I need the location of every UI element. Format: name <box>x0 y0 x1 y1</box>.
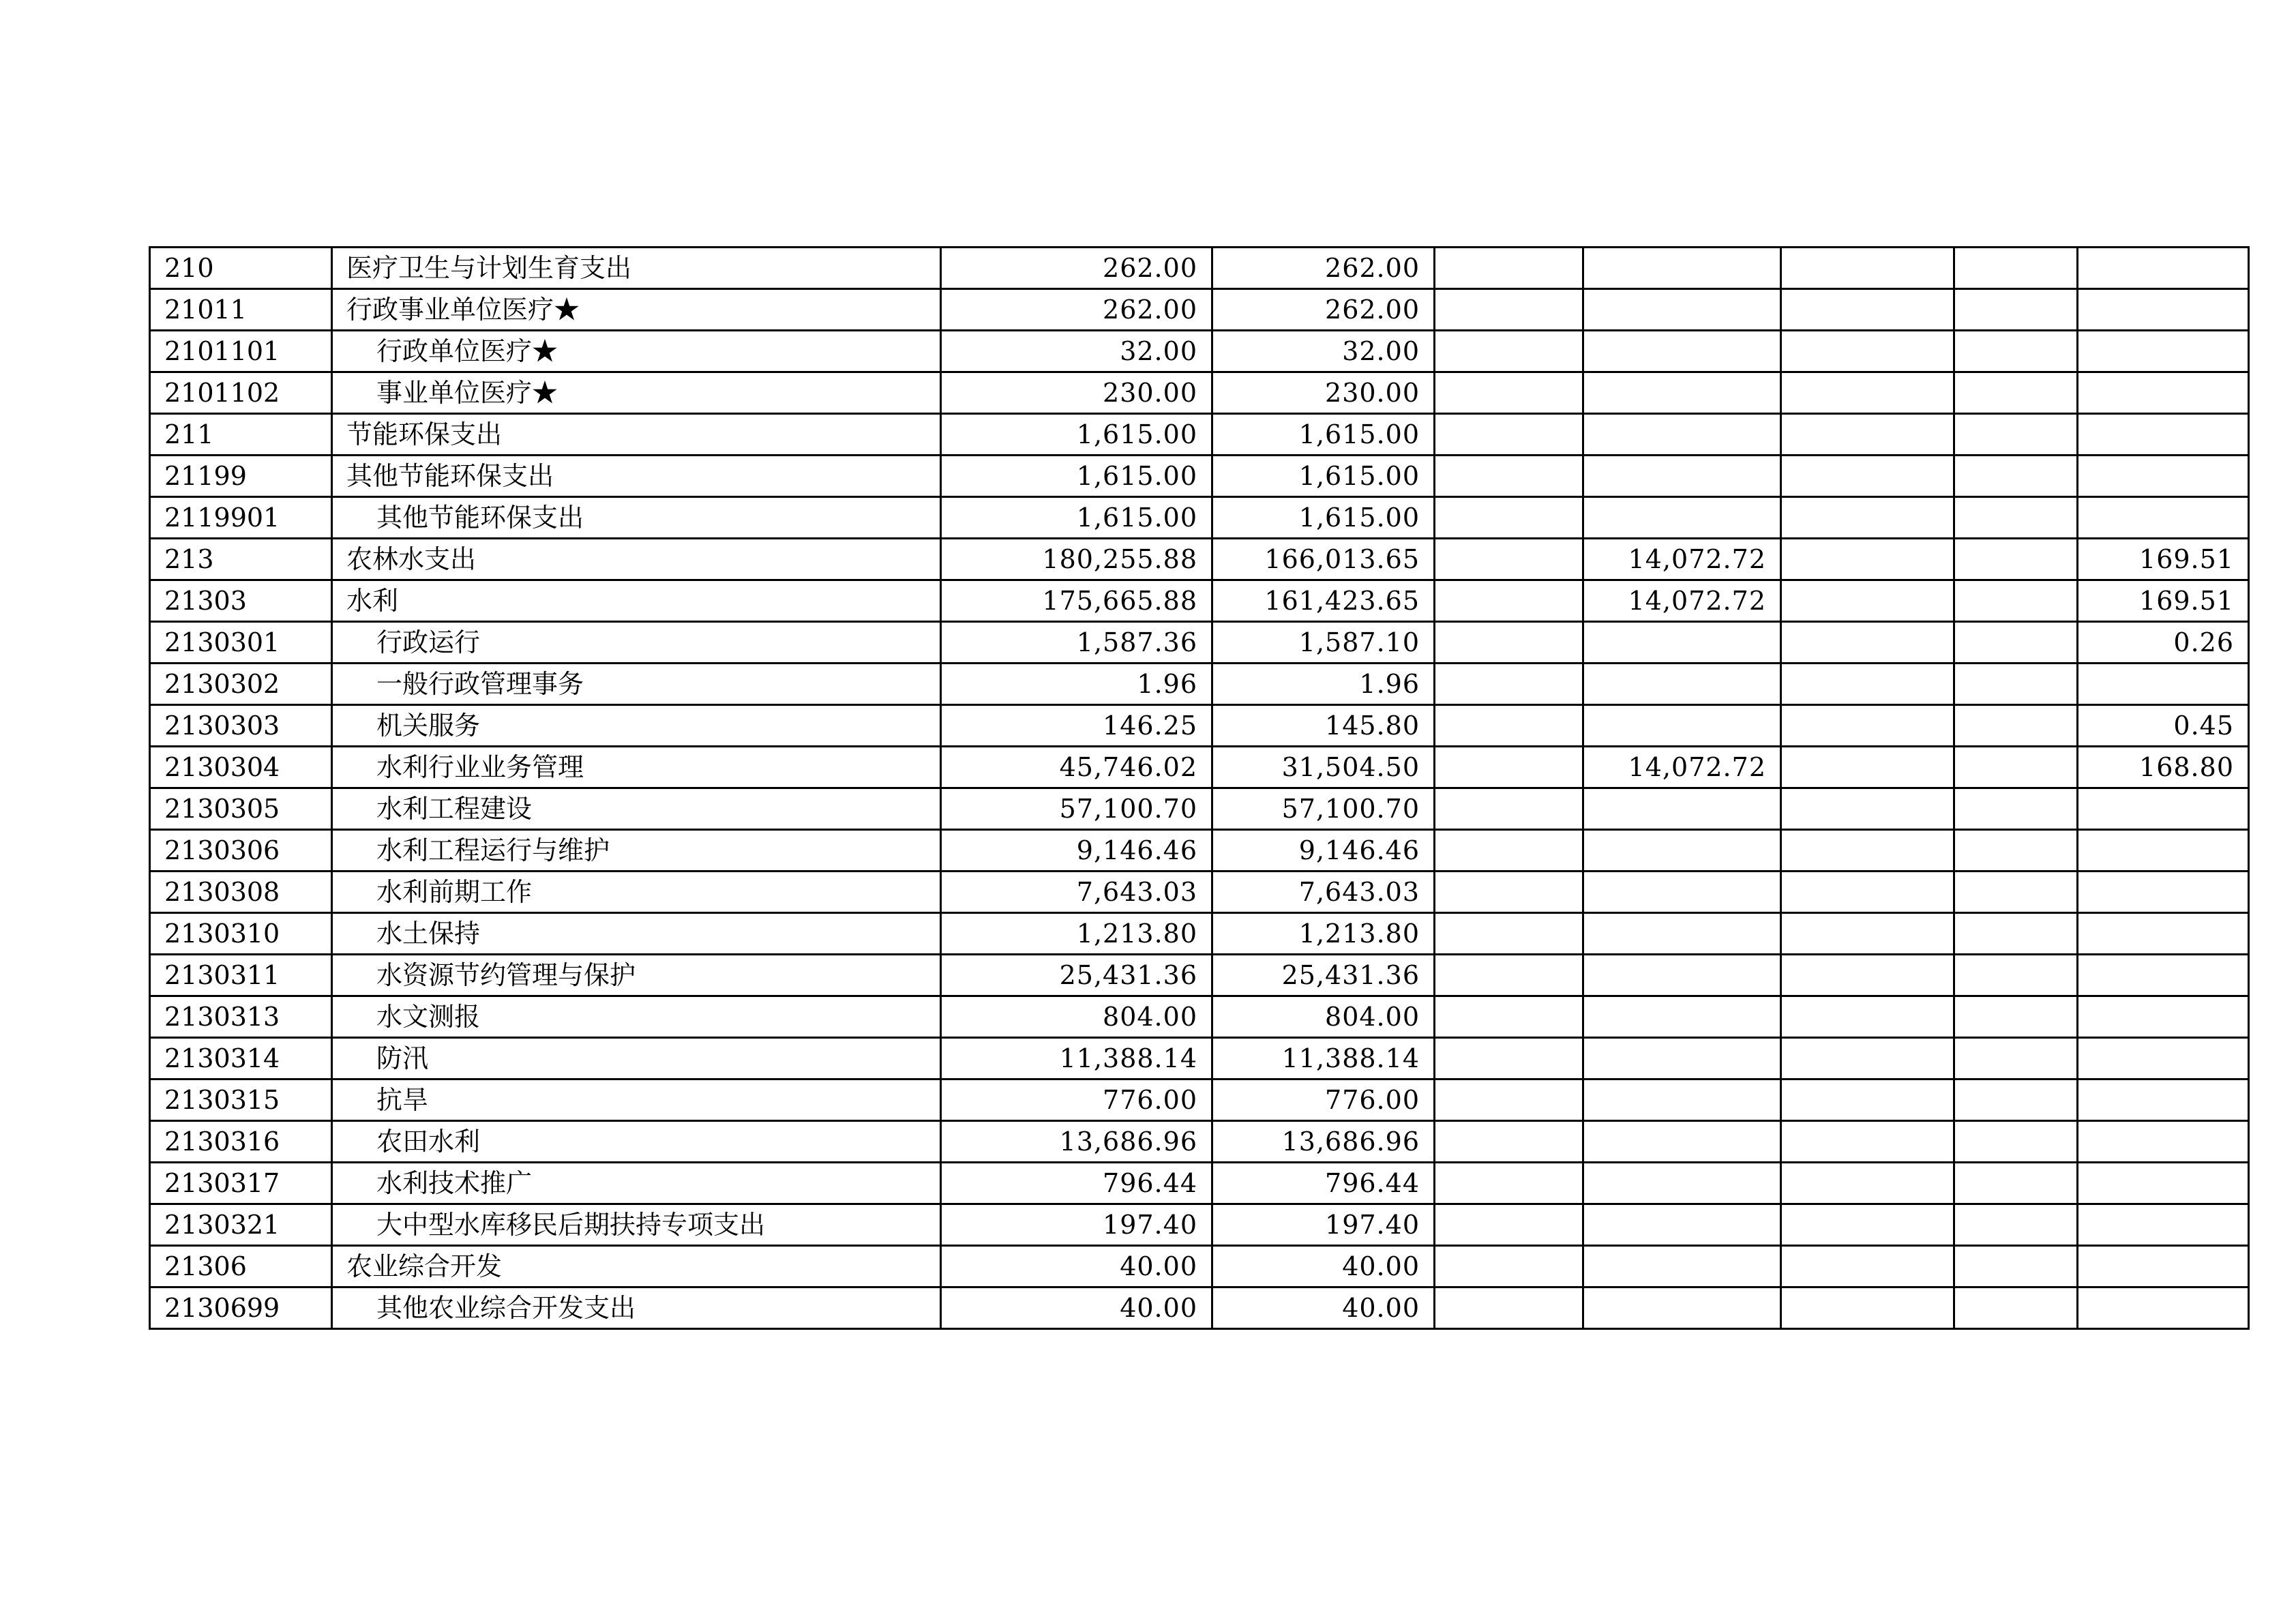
amount-cell: 25,431.36 <box>1212 955 1435 996</box>
amount-cell <box>1781 1079 1954 1121</box>
amount-cell: 1,615.00 <box>1212 456 1435 497</box>
amount-cell <box>1781 664 1954 705</box>
amount-cell: 175,665.88 <box>941 580 1212 622</box>
amount-cell <box>1583 955 1781 996</box>
amount-cell <box>1583 830 1781 872</box>
amount-cell <box>1954 372 2078 414</box>
amount-cell <box>1954 1163 2078 1204</box>
amount-cell <box>2078 456 2249 497</box>
amount-cell <box>1954 996 2078 1038</box>
amount-cell: 180,255.88 <box>941 539 1212 580</box>
table-row <box>150 872 2249 913</box>
table-row <box>150 456 2249 497</box>
subject-code-cell: 2101102 <box>150 372 332 414</box>
subject-code-cell: 2130317 <box>150 1163 332 1204</box>
subject-code-cell: 21011 <box>150 289 332 331</box>
amount-cell <box>1583 1163 1781 1204</box>
subject-code-cell: 2130313 <box>150 996 332 1038</box>
amount-cell <box>1435 1121 1583 1163</box>
subject-code-cell: 211 <box>150 414 332 456</box>
table-row <box>150 664 2249 705</box>
amount-cell: 796.44 <box>941 1163 1212 1204</box>
amount-cell: 14,072.72 <box>1583 747 1781 788</box>
amount-cell: 1,213.80 <box>941 913 1212 955</box>
table-row <box>150 331 2249 372</box>
amount-cell <box>1781 1163 1954 1204</box>
amount-cell <box>2078 1287 2249 1329</box>
amount-cell <box>1435 372 1583 414</box>
amount-cell <box>1435 955 1583 996</box>
amount-cell: 40.00 <box>1212 1246 1435 1287</box>
table-row <box>150 705 2249 747</box>
amount-cell <box>1435 456 1583 497</box>
table-row <box>150 747 2249 788</box>
amount-cell: 0.45 <box>2078 705 2249 747</box>
amount-cell <box>1954 664 2078 705</box>
amount-cell <box>1583 996 1781 1038</box>
subject-code-cell: 213 <box>150 539 332 580</box>
amount-cell <box>2078 1246 2249 1287</box>
amount-cell <box>1781 1121 1954 1163</box>
amount-cell <box>1435 664 1583 705</box>
amount-cell <box>1954 872 2078 913</box>
subject-name-cell: 其他农业综合开发支出 <box>332 1287 941 1329</box>
amount-cell <box>1954 747 2078 788</box>
subject-code-cell: 2130315 <box>150 1079 332 1121</box>
amount-cell <box>1435 788 1583 830</box>
subject-code-cell: 2130302 <box>150 664 332 705</box>
amount-cell <box>2078 497 2249 539</box>
amount-cell: 57,100.70 <box>1212 788 1435 830</box>
amount-cell: 262.00 <box>1212 289 1435 331</box>
amount-cell <box>1583 1246 1781 1287</box>
subject-name-cell: 水利工程建设 <box>332 788 941 830</box>
amount-cell <box>1583 788 1781 830</box>
amount-cell <box>1435 539 1583 580</box>
table-row <box>150 539 2249 580</box>
amount-cell <box>1781 372 1954 414</box>
subject-code-cell: 210 <box>150 248 332 289</box>
subject-name-cell: 水利 <box>332 580 941 622</box>
amount-cell: 9,146.46 <box>941 830 1212 872</box>
subject-code-cell: 2130314 <box>150 1038 332 1079</box>
amount-cell <box>1954 456 2078 497</box>
subject-name-cell: 医疗卫生与计划生育支出 <box>332 248 941 289</box>
budget-expenditure-table <box>149 246 2250 1330</box>
amount-cell <box>2078 788 2249 830</box>
amount-cell: 11,388.14 <box>941 1038 1212 1079</box>
subject-code-cell: 2119901 <box>150 497 332 539</box>
amount-cell <box>1781 830 1954 872</box>
table-row <box>150 788 2249 830</box>
amount-cell: 230.00 <box>1212 372 1435 414</box>
amount-cell: 1,587.36 <box>941 622 1212 664</box>
subject-code-cell: 2130301 <box>150 622 332 664</box>
amount-cell <box>1435 622 1583 664</box>
amount-cell <box>2078 996 2249 1038</box>
amount-cell <box>1435 1204 1583 1246</box>
table-row <box>150 913 2249 955</box>
table-body <box>150 248 2249 1329</box>
amount-cell <box>1781 705 1954 747</box>
amount-cell: 776.00 <box>941 1079 1212 1121</box>
amount-cell <box>1583 664 1781 705</box>
amount-cell <box>1435 996 1583 1038</box>
amount-cell <box>1583 331 1781 372</box>
amount-cell <box>1954 913 2078 955</box>
amount-cell <box>1954 1204 2078 1246</box>
amount-cell <box>1583 414 1781 456</box>
amount-cell: 57,100.70 <box>941 788 1212 830</box>
subject-name-cell: 机关服务 <box>332 705 941 747</box>
subject-code-cell: 2130304 <box>150 747 332 788</box>
amount-cell: 1.96 <box>1212 664 1435 705</box>
amount-cell <box>2078 1121 2249 1163</box>
amount-cell <box>1781 1204 1954 1246</box>
amount-cell <box>1781 539 1954 580</box>
subject-name-cell: 防汛 <box>332 1038 941 1079</box>
table-row <box>150 1079 2249 1121</box>
subject-name-cell: 水利工程运行与维护 <box>332 830 941 872</box>
amount-cell: 32.00 <box>941 331 1212 372</box>
amount-cell: 0.26 <box>2078 622 2249 664</box>
subject-code-cell: 21306 <box>150 1246 332 1287</box>
subject-name-cell: 其他节能环保支出 <box>332 497 941 539</box>
amount-cell: 13,686.96 <box>1212 1121 1435 1163</box>
amount-cell: 161,423.65 <box>1212 580 1435 622</box>
table-row <box>150 996 2249 1038</box>
amount-cell: 11,388.14 <box>1212 1038 1435 1079</box>
amount-cell: 804.00 <box>1212 996 1435 1038</box>
amount-cell <box>1781 497 1954 539</box>
amount-cell: 40.00 <box>941 1246 1212 1287</box>
amount-cell <box>2078 872 2249 913</box>
table-row <box>150 622 2249 664</box>
amount-cell <box>1435 1287 1583 1329</box>
table-row <box>150 414 2249 456</box>
amount-cell <box>1954 1246 2078 1287</box>
subject-name-cell: 行政单位医疗★ <box>332 331 941 372</box>
amount-cell <box>1954 622 2078 664</box>
table-row <box>150 580 2249 622</box>
amount-cell <box>1781 289 1954 331</box>
amount-cell <box>1781 747 1954 788</box>
amount-cell: 169.51 <box>2078 580 2249 622</box>
subject-code-cell: 21303 <box>150 580 332 622</box>
amount-cell <box>1954 539 2078 580</box>
amount-cell <box>1781 456 1954 497</box>
amount-cell: 14,072.72 <box>1583 539 1781 580</box>
amount-cell: 776.00 <box>1212 1079 1435 1121</box>
subject-name-cell: 水文测报 <box>332 996 941 1038</box>
amount-cell <box>2078 331 2249 372</box>
amount-cell <box>1583 1079 1781 1121</box>
amount-cell <box>1781 913 1954 955</box>
amount-cell: 166,013.65 <box>1212 539 1435 580</box>
amount-cell <box>1781 248 1954 289</box>
amount-cell <box>1435 830 1583 872</box>
amount-cell <box>1435 1246 1583 1287</box>
amount-cell <box>1781 622 1954 664</box>
table-row <box>150 289 2249 331</box>
table-row <box>150 1287 2249 1329</box>
amount-cell <box>2078 1163 2249 1204</box>
subject-code-cell: 2130308 <box>150 872 332 913</box>
amount-cell <box>2078 248 2249 289</box>
amount-cell <box>1781 580 1954 622</box>
amount-cell: 7,643.03 <box>1212 872 1435 913</box>
amount-cell: 1,615.00 <box>1212 414 1435 456</box>
subject-name-cell: 行政运行 <box>332 622 941 664</box>
table-row <box>150 1246 2249 1287</box>
amount-cell <box>1435 1038 1583 1079</box>
table-row <box>150 1204 2249 1246</box>
amount-cell: 14,072.72 <box>1583 580 1781 622</box>
amount-cell <box>1435 1079 1583 1121</box>
amount-cell: 262.00 <box>941 289 1212 331</box>
subject-code-cell: 2130321 <box>150 1204 332 1246</box>
amount-cell: 45,746.02 <box>941 747 1212 788</box>
subject-name-cell: 农田水利 <box>332 1121 941 1163</box>
amount-cell <box>1435 497 1583 539</box>
subject-name-cell: 水资源节约管理与保护 <box>332 955 941 996</box>
table-row <box>150 955 2249 996</box>
table-row <box>150 830 2249 872</box>
amount-cell: 25,431.36 <box>941 955 1212 996</box>
table-row <box>150 1121 2249 1163</box>
amount-cell <box>2078 830 2249 872</box>
amount-cell: 1,587.10 <box>1212 622 1435 664</box>
amount-cell <box>2078 913 2249 955</box>
amount-cell <box>1954 1287 2078 1329</box>
table-row <box>150 1038 2249 1079</box>
subject-code-cell: 2101101 <box>150 331 332 372</box>
table-row <box>150 1163 2249 1204</box>
amount-cell <box>1583 1038 1781 1079</box>
amount-cell <box>1435 705 1583 747</box>
subject-code-cell: 2130305 <box>150 788 332 830</box>
subject-name-cell: 水利前期工作 <box>332 872 941 913</box>
amount-cell <box>2078 414 2249 456</box>
amount-cell: 40.00 <box>1212 1287 1435 1329</box>
amount-cell <box>1583 872 1781 913</box>
subject-name-cell: 农业综合开发 <box>332 1246 941 1287</box>
amount-cell <box>1435 580 1583 622</box>
subject-code-cell: 2130311 <box>150 955 332 996</box>
amount-cell: 1,615.00 <box>1212 497 1435 539</box>
amount-cell <box>1435 747 1583 788</box>
table-row <box>150 497 2249 539</box>
subject-name-cell: 抗旱 <box>332 1079 941 1121</box>
amount-cell <box>1781 955 1954 996</box>
subject-code-cell: 2130303 <box>150 705 332 747</box>
amount-cell <box>1781 1038 1954 1079</box>
amount-cell <box>1583 705 1781 747</box>
amount-cell <box>1781 331 1954 372</box>
amount-cell <box>1781 1246 1954 1287</box>
amount-cell <box>1954 788 2078 830</box>
subject-name-cell: 事业单位医疗★ <box>332 372 941 414</box>
amount-cell <box>1435 248 1583 289</box>
subject-code-cell: 2130316 <box>150 1121 332 1163</box>
subject-name-cell: 一般行政管理事务 <box>332 664 941 705</box>
amount-cell <box>1435 872 1583 913</box>
subject-code-cell: 2130699 <box>150 1287 332 1329</box>
amount-cell <box>1954 414 2078 456</box>
amount-cell <box>1954 497 2078 539</box>
amount-cell <box>1583 372 1781 414</box>
amount-cell <box>1435 331 1583 372</box>
amount-cell <box>1781 872 1954 913</box>
amount-cell <box>1954 248 2078 289</box>
subject-name-cell: 水利技术推广 <box>332 1163 941 1204</box>
amount-cell <box>1954 830 2078 872</box>
amount-cell: 1,615.00 <box>941 456 1212 497</box>
amount-cell <box>1583 456 1781 497</box>
amount-cell <box>2078 1204 2249 1246</box>
subject-code-cell: 21199 <box>150 456 332 497</box>
amount-cell <box>1954 955 2078 996</box>
amount-cell: 146.25 <box>941 705 1212 747</box>
subject-code-cell: 2130306 <box>150 830 332 872</box>
amount-cell <box>1781 1287 1954 1329</box>
amount-cell: 197.40 <box>941 1204 1212 1246</box>
amount-cell <box>2078 289 2249 331</box>
amount-cell: 145.80 <box>1212 705 1435 747</box>
subject-name-cell: 其他节能环保支出 <box>332 456 941 497</box>
amount-cell <box>1435 913 1583 955</box>
amount-cell <box>1583 497 1781 539</box>
amount-cell: 9,146.46 <box>1212 830 1435 872</box>
amount-cell: 40.00 <box>941 1287 1212 1329</box>
subject-name-cell: 节能环保支出 <box>332 414 941 456</box>
amount-cell <box>1954 1038 2078 1079</box>
amount-cell <box>2078 372 2249 414</box>
table-row <box>150 372 2249 414</box>
table-row <box>150 248 2249 289</box>
amount-cell <box>1583 248 1781 289</box>
amount-cell: 1,213.80 <box>1212 913 1435 955</box>
amount-cell <box>1583 1121 1781 1163</box>
amount-cell <box>1435 1163 1583 1204</box>
amount-cell: 168.80 <box>2078 747 2249 788</box>
amount-cell <box>2078 664 2249 705</box>
amount-cell <box>1954 331 2078 372</box>
amount-cell: 262.00 <box>941 248 1212 289</box>
amount-cell: 262.00 <box>1212 248 1435 289</box>
amount-cell: 796.44 <box>1212 1163 1435 1204</box>
amount-cell: 1,615.00 <box>941 497 1212 539</box>
amount-cell <box>1781 996 1954 1038</box>
subject-name-cell: 大中型水库移民后期扶持专项支出 <box>332 1204 941 1246</box>
amount-cell: 1,615.00 <box>941 414 1212 456</box>
subject-name-cell: 农林水支出 <box>332 539 941 580</box>
amount-cell <box>1583 622 1781 664</box>
amount-cell <box>1583 1204 1781 1246</box>
amount-cell <box>1583 1287 1781 1329</box>
amount-cell <box>2078 1079 2249 1121</box>
subject-name-cell: 行政事业单位医疗★ <box>332 289 941 331</box>
amount-cell: 230.00 <box>941 372 1212 414</box>
amount-cell <box>1583 913 1781 955</box>
amount-cell <box>1435 289 1583 331</box>
amount-cell <box>2078 1038 2249 1079</box>
amount-cell <box>1435 414 1583 456</box>
amount-cell: 804.00 <box>941 996 1212 1038</box>
amount-cell: 1.96 <box>941 664 1212 705</box>
amount-cell: 7,643.03 <box>941 872 1212 913</box>
subject-name-cell: 水土保持 <box>332 913 941 955</box>
amount-cell <box>1781 414 1954 456</box>
amount-cell: 197.40 <box>1212 1204 1435 1246</box>
amount-cell <box>1583 289 1781 331</box>
amount-cell: 169.51 <box>2078 539 2249 580</box>
amount-cell <box>1954 1121 2078 1163</box>
amount-cell <box>1954 1079 2078 1121</box>
subject-code-cell: 2130310 <box>150 913 332 955</box>
amount-cell: 31,504.50 <box>1212 747 1435 788</box>
amount-cell: 13,686.96 <box>941 1121 1212 1163</box>
amount-cell <box>2078 955 2249 996</box>
amount-cell <box>1954 289 2078 331</box>
amount-cell <box>1781 788 1954 830</box>
amount-cell <box>1954 580 2078 622</box>
amount-cell: 32.00 <box>1212 331 1435 372</box>
subject-name-cell: 水利行业业务管理 <box>332 747 941 788</box>
amount-cell <box>1954 705 2078 747</box>
